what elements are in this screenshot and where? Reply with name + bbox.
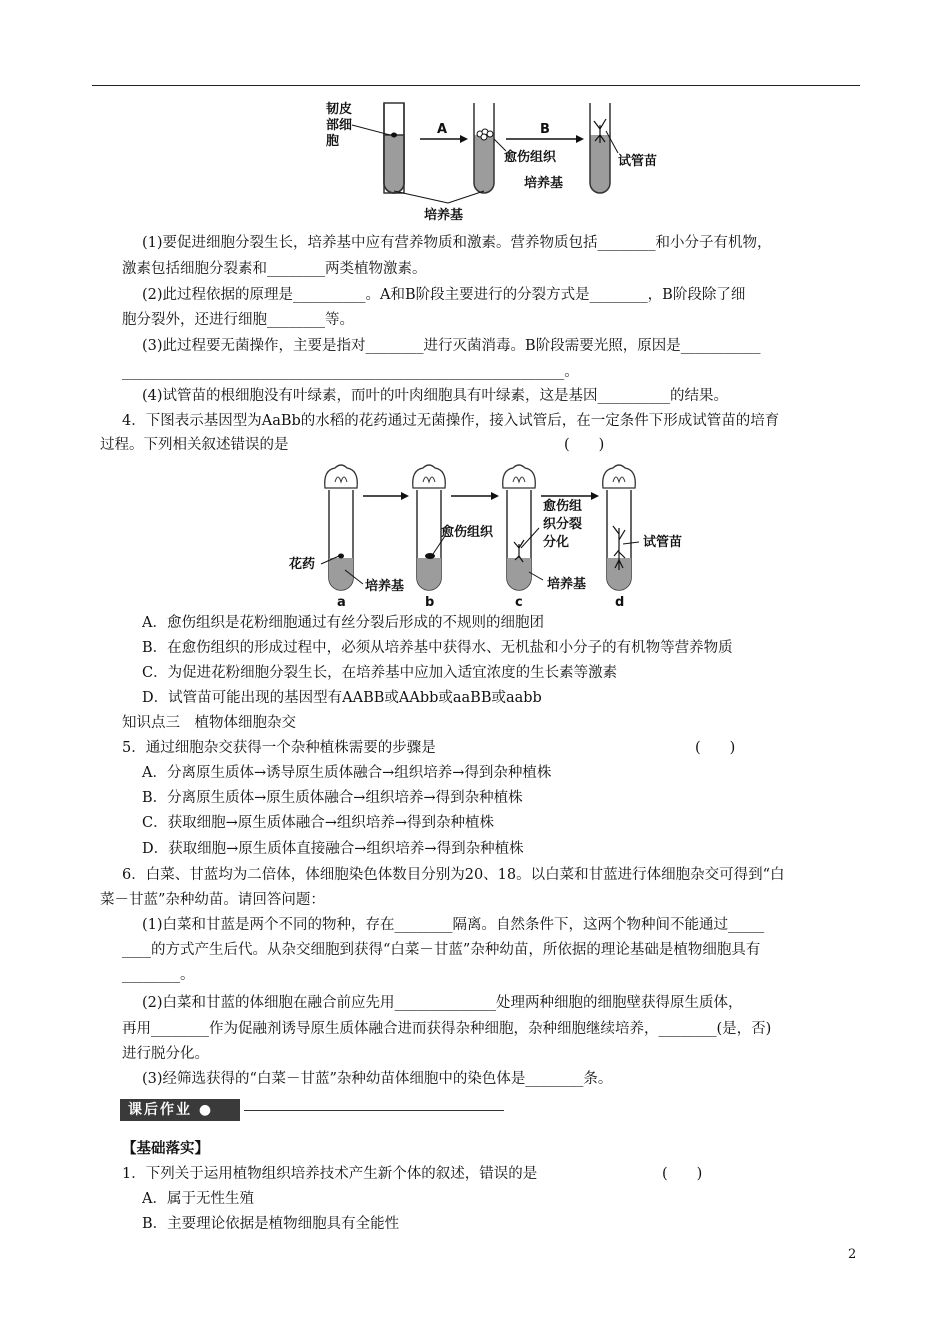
homework-title-box [120,1099,240,1121]
anther-culture-figure [285,460,725,608]
label-cells-3: 胞 [326,134,340,149]
label-diff-3: 分化 [543,535,570,550]
tube-a [325,465,358,590]
tube-label-b: b [425,595,435,608]
q4-option-d: D．试管苗可能出现的基因型有AABB或AAbb或aaBB或aabb [142,690,542,706]
tube-label-d: d [615,595,625,608]
label-callus-b: 愈伤组织 [441,525,494,540]
label-callus: 愈伤组织 [504,150,557,165]
tissue-culture-figure [300,95,680,225]
label-plantlet-d: 试管苗 [643,535,683,550]
bullet-icon: ● [198,1102,214,1118]
hw-q1-stem: 1．下列关于运用植物组织培养技术产生新个体的叙述，错误的是 [122,1166,538,1182]
label-arrow-a: A [437,122,448,137]
homework-banner [120,1097,505,1123]
arrow-2 [451,492,499,500]
q3-line-7: (4)试管苗的根细胞没有叶绿素，而叶的叶肉细胞具有叶绿素，这是基因__________的结果。 [142,388,729,404]
hw-q1-option-b: B．主要理论依据是植物细胞具有全能性 [142,1216,400,1232]
q5-option-d: D．获取细胞→原生质体直接融合→组织培养→得到杂种植株 [142,841,524,857]
q4-option-c: C．为促进花粉细胞分裂生长，在培养基中应加入适宜浓度的生长素等激素 [142,665,618,681]
q6-line-9: (3)经筛选获得的“白菜－甘蓝”杂种幼苗体细胞中的染色体是________条。 [142,1071,613,1087]
hw-q1-answer-bracket: ( ) [662,1166,703,1182]
q4-answer-bracket: ( ) [564,437,605,453]
label-cells-2: 部细 [326,118,353,133]
tube-d [603,465,636,590]
label-medium-c: 培养基 [547,577,587,592]
tube-label-a: a [337,595,346,608]
q5-option-c: C．获取细胞→原生质体融合→组织培养→得到杂种植株 [142,815,495,831]
q3-line-4: 胞分裂外，还进行细胞________等。 [122,312,354,328]
q6-line-4: ____的方式产生后代。从杂交细胞到获得“白菜－甘蓝”杂种幼苗，所依据的理论基础是植物细胞具有 [122,942,761,958]
q6-line-2: 菜－甘蓝”杂种幼苗。请回答问题： [100,892,325,908]
test-tube-3 [590,103,610,193]
q3-line-6: _____________________________________________________________。 [122,364,579,380]
label-anther: 花药 [289,557,316,572]
label-diff-2: 织分裂 [543,517,583,532]
q6-line-8: 进行脱分化。 [122,1046,209,1062]
homework-rule [244,1110,504,1111]
label-medium-right: 培养基 [524,176,564,191]
label-cells-1: 韧皮 [326,102,353,117]
q6-line-1: 6．白菜、甘蓝均为二倍体，体细胞染色体数目分别为20、18。以白菜和甘蓝进行体细胞杂交可得到“白 [122,867,785,883]
q4-option-b: B．在愈伤组织的形成过程中，必须从培养基中获得水、无机盐和小分子的有机物等营养物质 [142,640,733,656]
q3-line-2: 激素包括细胞分裂素和________两类植物激素。 [122,261,427,277]
q5-stem: 5．通过细胞杂交获得一个杂种植株需要的步骤是 [122,740,436,756]
header-rule [92,85,860,86]
label-medium: 培养基 [365,579,405,594]
section3-title: 知识点三 植物体细胞杂交 [122,715,296,731]
page-number: 2 [848,1247,857,1262]
q6-line-5: ________。 [122,967,195,983]
q6-line-3: (1)白菜和甘蓝是两个不同的物种，存在________隔离。自然条件下，这两个物种间不能通过_____ [142,917,765,933]
q6-line-6: (2)白菜和甘蓝的体细胞在融合前应先用______________处理两种细胞的细胞壁获得原生质体， [142,995,743,1011]
q5-option-a: A．分离原生质体→诱导原生质体融合→组织培养→得到杂种植株 [142,765,552,781]
q3-line-5: (3)此过程要无菌操作，主要是指对________进行灭菌消毒。B阶段需要光照，原因是___________ [142,338,761,354]
label-arrow-b: B [540,122,550,137]
label-medium-bottom: 培养基 [424,208,464,223]
test-tube-2 [474,103,494,193]
q5-option-b: B．分离原生质体→原生质体融合→组织培养→得到杂种植株 [142,790,523,806]
basics-title: 【基础落实】 [122,1140,209,1157]
tube-label-c: c [515,595,523,608]
test-tube-1 [384,103,404,193]
q5-answer-bracket: ( ) [695,740,736,756]
q3-line-3: (2)此过程依据的原理是__________。A和B阶段主要进行的分裂方式是________，B阶段除了细 [142,287,746,303]
label-diff-1: 愈伤组 [543,499,583,514]
tube-c [503,465,536,590]
arrow-1 [363,492,409,500]
q4-stem-line-1: 4．下图表示基因型为AaBb的水稻的花药通过无菌操作，接入试管后，在一定条件下形成试管苗的培育 [122,413,780,429]
q4-option-a: A．愈伤组织是花粉细胞通过有丝分裂后形成的不规则的细胞团 [142,615,544,631]
q3-line-1: (1)要促进细胞分裂生长，培养基中应有营养物质和激素。营养物质包括________和小分子有机物， [142,235,772,251]
homework-title: 课后作业 [128,1102,192,1118]
label-plantlet: 试管苗 [618,154,658,169]
hw-q1-option-a: A．属于无性生殖 [142,1191,254,1207]
q6-line-7: 再用________作为促融剂诱导原生质体融合进而获得杂种细胞，杂种细胞继续培养，________(是，否) [122,1021,772,1037]
q4-stem-line-2: 过程。下列相关叙述错误的是 [100,437,289,453]
